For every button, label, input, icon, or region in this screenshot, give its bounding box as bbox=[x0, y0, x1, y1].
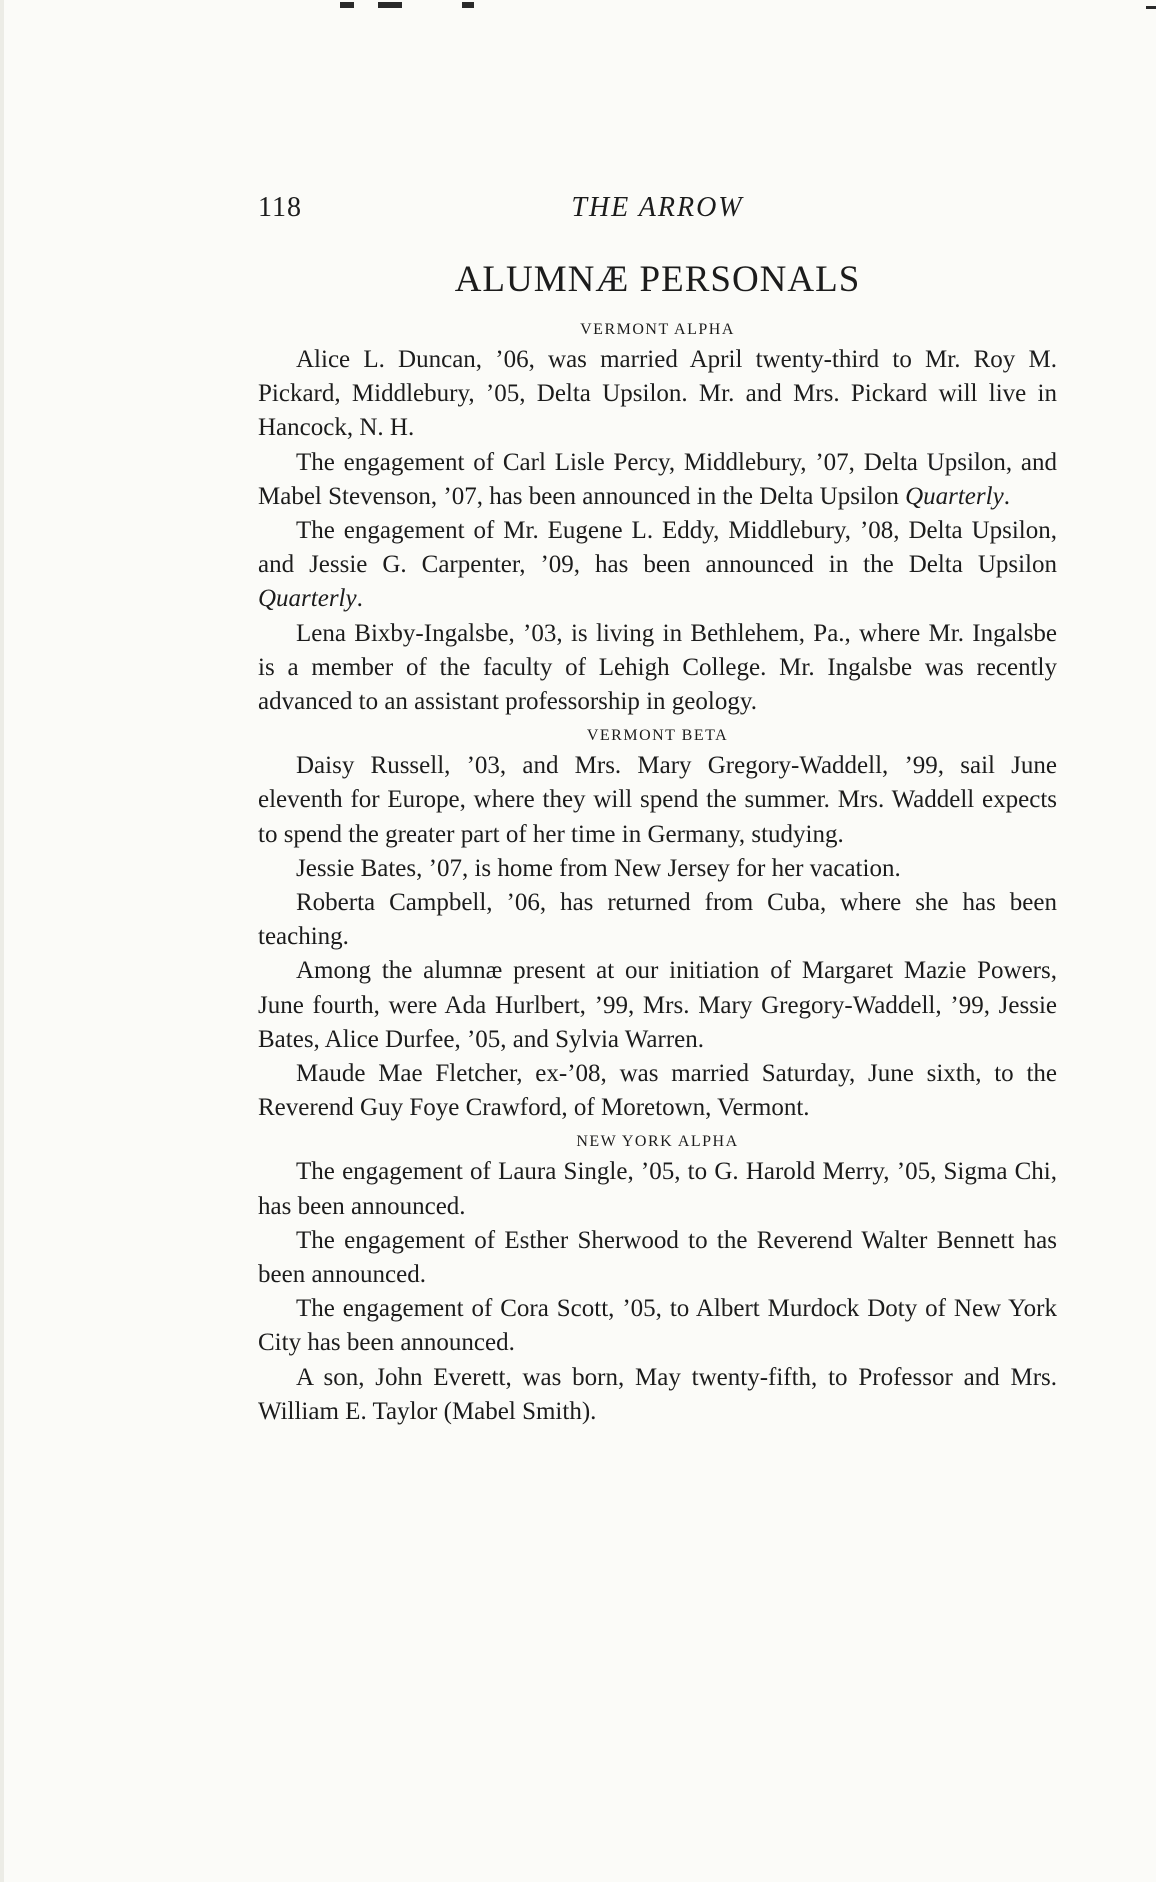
personal-paragraph: Lena Bixby-Ingalsbe, ’03, is living in Bethlehem, Pa., where Mr. Ingalsbe is a member of the faculty of Lehigh College. Mr. Ingalsbe was recently advanced to an assistant professorship in geology. bbox=[258, 619, 1057, 716]
personal-paragraph: Among the alumnæ present at our initiation of Margaret Mazie Powers, June fourth, were Ada Hurlbert, ’99, Mrs. Mary Gregory-Waddell, ’99, Jessie Bates, Alice Durfee, ’05, and Sylvia Warren. bbox=[258, 957, 1057, 1053]
chapter-new-york-alpha bbox=[258, 1133, 1057, 1429]
running-head bbox=[258, 192, 1057, 232]
page-content bbox=[258, 192, 1057, 1429]
italic-title: Quarterly bbox=[258, 585, 357, 613]
personal-paragraph: Daisy Russell, ’03, and Mrs. Mary Gregory-Waddell, ’99, sail June eleventh for Europe, where they will spend the summer. Mrs. Waddell expects to spend the greater part of her time in Germany, studying. bbox=[258, 752, 1057, 848]
scan-mark bbox=[340, 2, 354, 8]
chapter-heading: VERMONT BETA bbox=[586, 727, 729, 745]
personal-paragraph: A son, John Everett, was born, May twenty-fifth, to Professor and Mrs. William E. Taylor (Mabel Smith). bbox=[258, 1363, 1057, 1425]
page-number: 118 bbox=[258, 192, 302, 223]
scan-mark bbox=[1146, 6, 1156, 9]
chapter-vermont-beta bbox=[258, 727, 1057, 1125]
section-title: ALUMNÆ PERSONALS bbox=[454, 259, 861, 300]
journal-title: THE ARROW bbox=[571, 192, 744, 223]
personal-paragraph: The engagement of Laura Single, ’05, to G. Harold Merry, ’05, Sigma Chi, has been announced. bbox=[258, 1158, 1057, 1220]
personal-paragraph: The engagement of Mr. Eugene L. Eddy, Middlebury, ’08, Delta Upsilon, and Jessie G. Carpenter, ’09, has been announced in the Delta Upsilon Quarterly. bbox=[258, 517, 1057, 613]
chapter-heading: VERMONT ALPHA bbox=[580, 321, 735, 338]
personal-paragraph: Roberta Campbell, ’06, has returned from Cuba, where she has been teaching. bbox=[258, 889, 1057, 951]
personal-paragraph: The engagement of Cora Scott, ’05, to Albert Murdock Doty of New York City has been announced. bbox=[258, 1295, 1057, 1357]
chapter-heading: NEW YORK ALPHA bbox=[576, 1133, 739, 1151]
scan-artifacts bbox=[0, 0, 1156, 20]
personal-paragraph: The engagement of Carl Lisle Percy, Middlebury, ’07, Delta Upsilon, and Mabel Stevenson, ’07, has been announced in the Delta Upsilon Quarterly. bbox=[258, 448, 1057, 510]
chapter-vermont-alpha bbox=[258, 321, 1057, 719]
italic-title: Quarterly bbox=[905, 482, 1004, 510]
personal-paragraph: The engagement of Esther Sherwood to the Reverend Walter Bennett has been announced. bbox=[258, 1226, 1057, 1289]
scan-mark bbox=[378, 2, 402, 8]
personal-paragraph: Jessie Bates, ’07, is home from New Jersey for her vacation. bbox=[296, 854, 901, 882]
personal-paragraph: Maude Mae Fletcher, ex-’08, was married Saturday, June sixth, to the Reverend Guy Foye Crawford, of Moretown, Vermont. bbox=[258, 1060, 1057, 1122]
page-edge bbox=[0, 0, 4, 1882]
personal-paragraph: Alice L. Duncan, ’06, was married April twenty-third to Mr. Roy M. Pickard, Middlebury, ’05, Delta Upsilon. Mr. and Mrs. Pickard will live in Hancock, N. H. bbox=[258, 346, 1057, 442]
scan-mark bbox=[462, 2, 474, 8]
